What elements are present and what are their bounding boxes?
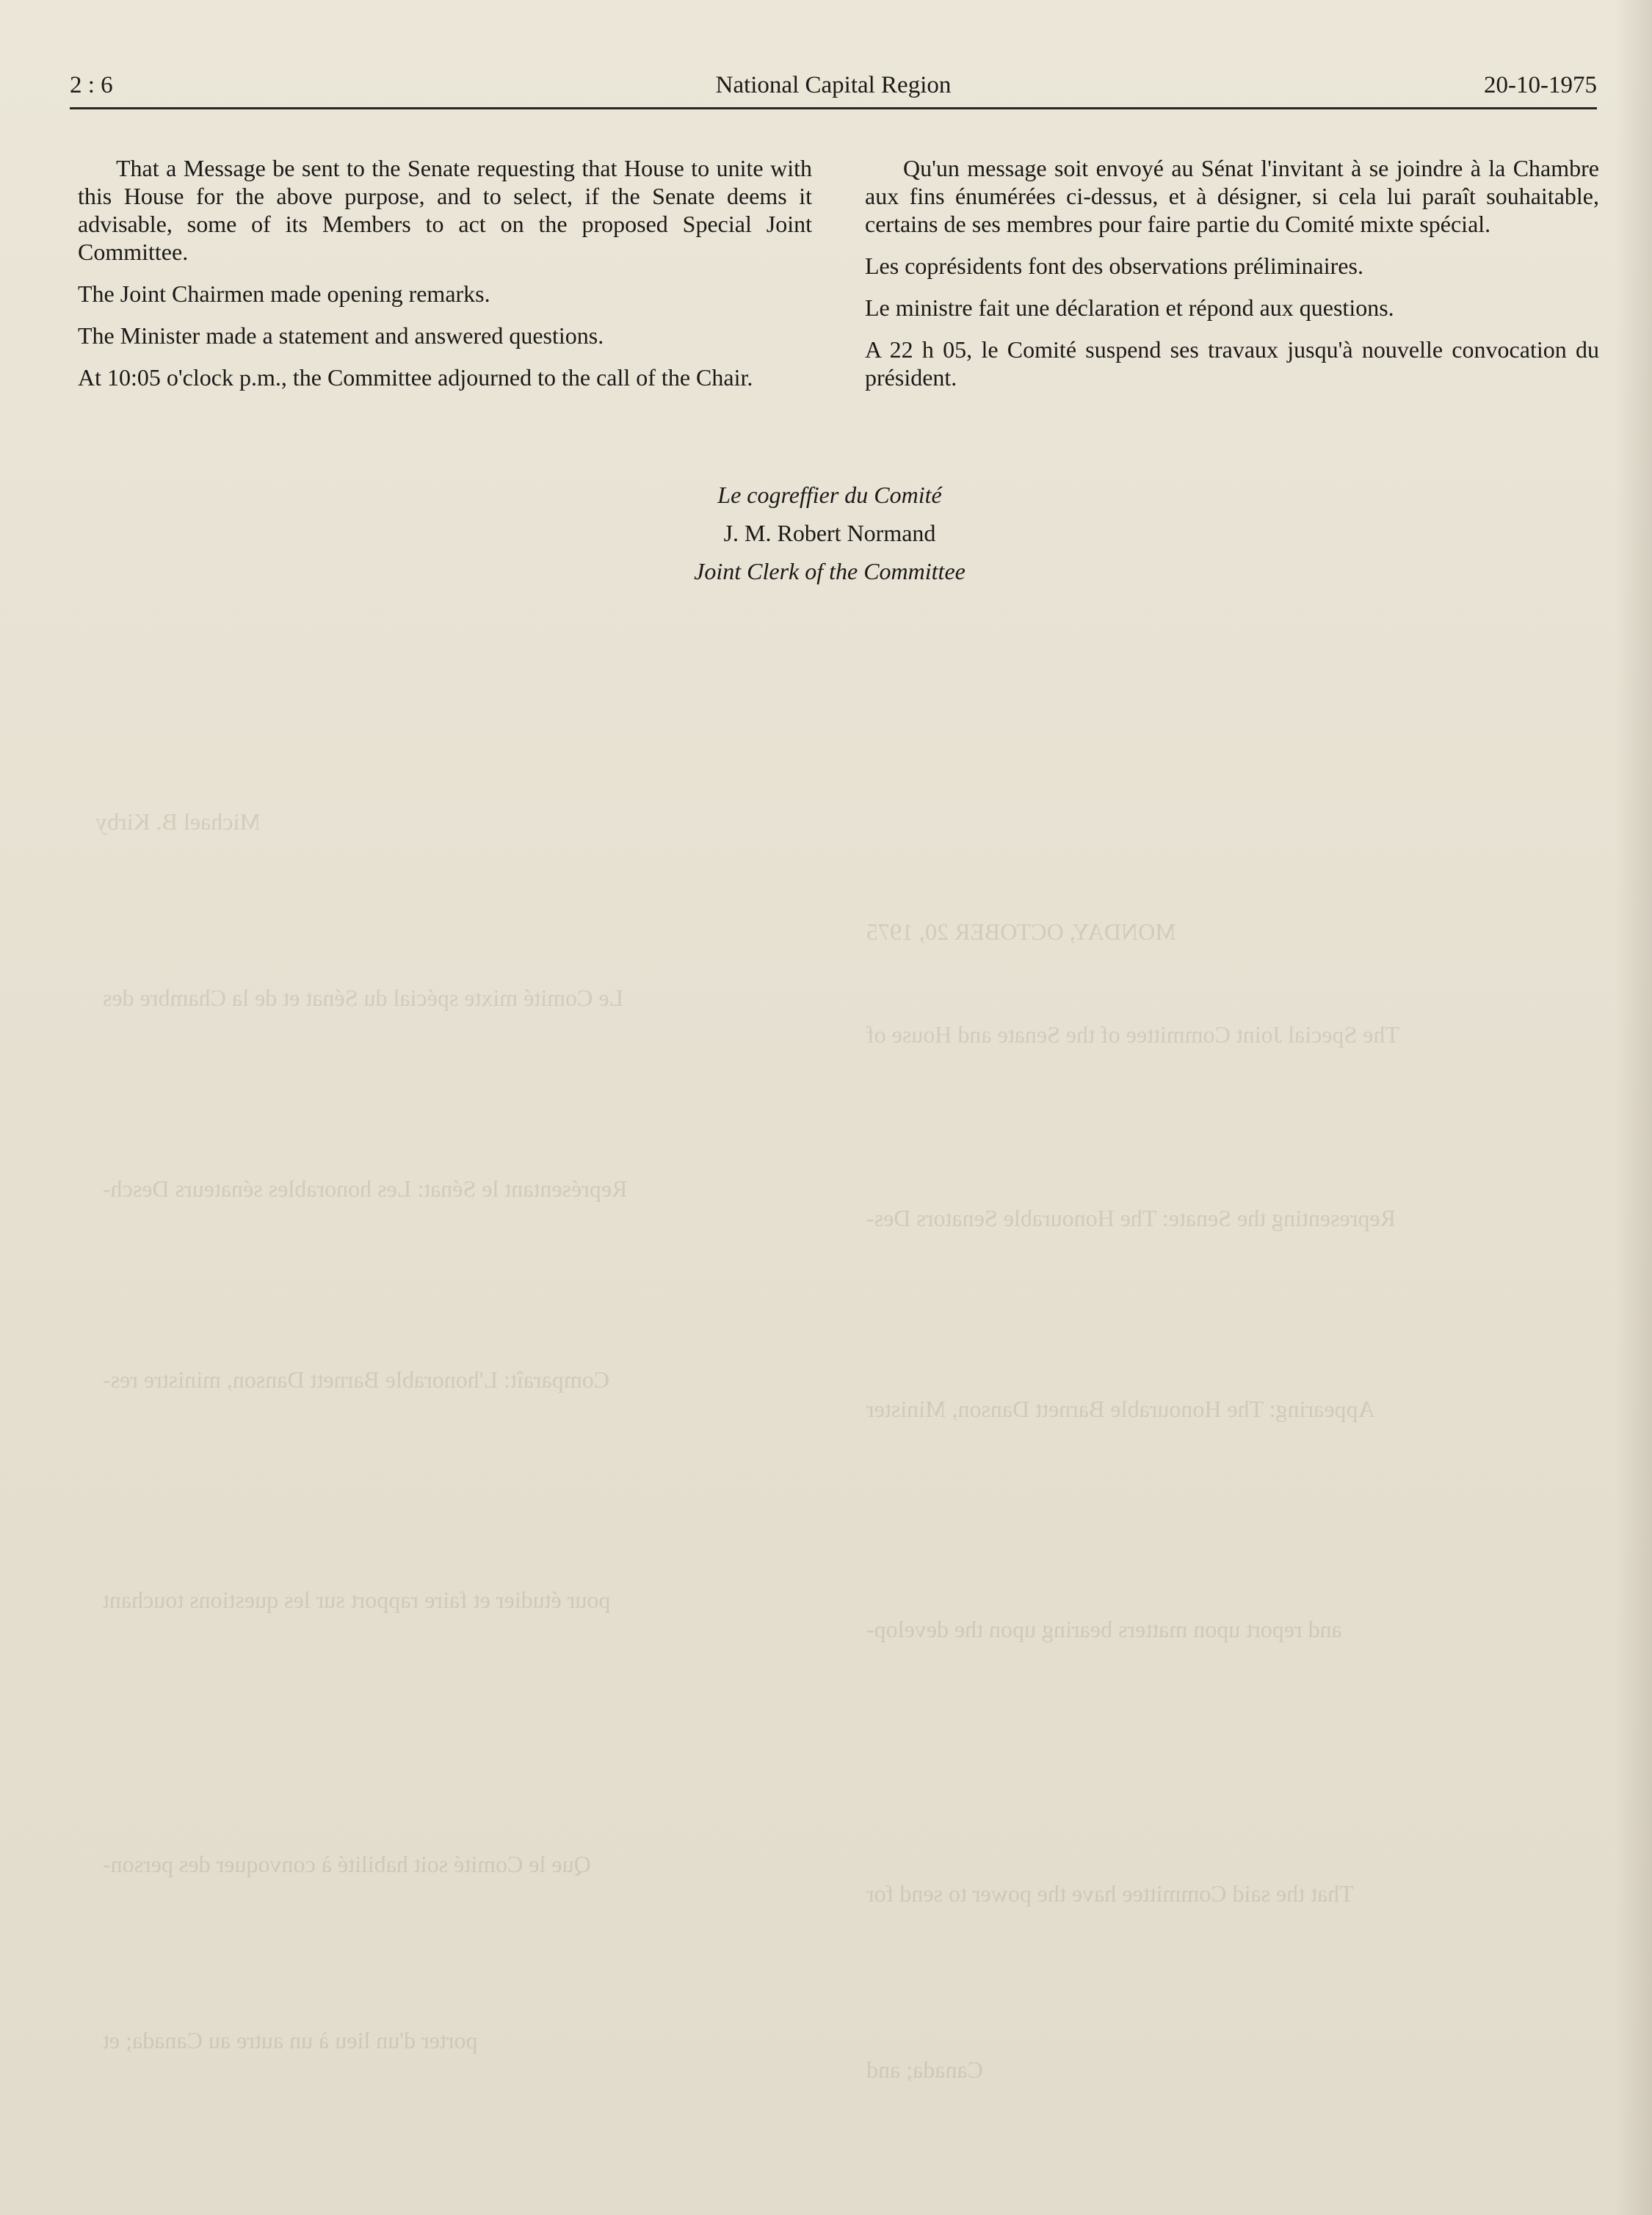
english-paragraph-remarks: The Joint Chairmen made opening remarks.	[78, 280, 490, 307]
header-date: 20-10-1975	[1484, 72, 1597, 98]
french-paragraph-message: Qu'un message soit envoyé au Sénat l'invitant à se joindre à la Chambre aux fins énumérées ci-dessus, et à désigner, si cela lui paraît souhaitable, certains de ses membres pour faire partie du Comité mixte spécial.	[865, 155, 1599, 237]
page-number: 2 : 6	[70, 72, 113, 98]
english-paragraph-message: That a Message be sent to the Senate requesting that House to unite with this House for the above purpose, and to select, if the Senate deems it advisable, some of its Members to act on the proposed Special Joint Committee.	[78, 155, 812, 265]
document-page: Michael B. Kirby MONDAY, OCTOBER 20, 1975 Le Comité mixte spécial du Sénat et de la Chambre des The Special Joint Committee of the Senate and House of Représentant le Sénat: Les honorables sénateurs Desch- Representing the Senate: The Honourable Senators Des- Comparaît: L'honorable Barnett Danson, ministre res- Appearing: The Honourable Barnett Danson, Minister pour étudier et faire rapport sur les questions touchant and report upon matters bearing upon the develop- Que le Comité soit habilité à convoquer des person- That the said Committee have the power to send for porter d'un lieu à un autre au Canada; et Canada; and 2 : 6 National Capital Region 20-10-1975 That a Message be sent to the Senate requesting that House to unite with this House for the above purpose, and to select, if the Senate deems it advisable, some of its Members to act on the proposed Special Joint Committee. The Joint Chairmen made opening remarks. The Minister made a statement and answered questions. At 10:05 o'clock p.m., the Committee adjourned to the call of the Chair. Qu'un message soit envoyé au Sénat l'invitant à se joindre à la Chambre aux fins énumérées ci-dessus, et à désigner, si cela lui paraît souhaitable, certains de ses membres pour faire partie du Comité mixte spécial. Les coprésidents font des observations préliminaires. Le ministre fait une déclaration et répond aux questions. A 22 h 05, le Comité suspend ses travaux jusqu'à nouvelle convocation du président. Le cogreffier du Comité J. M. Robert Normand Joint Clerk of the Committee	[0, 0, 1652, 2215]
french-column	[865, 154, 1599, 405]
english-column	[78, 154, 812, 405]
header-rule	[70, 107, 1597, 109]
english-paragraph-adjournment: At 10:05 o'clock p.m., the Committee adjourned to the call of the Chair.	[78, 364, 753, 391]
french-paragraph-remarks: Les coprésidents font des observations préliminaires.	[865, 253, 1363, 279]
page-binding-shadow	[1615, 0, 1652, 2215]
french-paragraph-adjournment: A 22 h 05, le Comité suspend ses travaux jusqu'à nouvelle convocation du président.	[865, 336, 1599, 391]
signature-name: J. M. Robert Normand	[723, 520, 936, 546]
signature-block	[580, 476, 1079, 590]
running-header	[70, 68, 1597, 104]
signature-title-en: Joint Clerk of the Committee	[694, 558, 966, 584]
running-title: National Capital Region	[715, 72, 952, 98]
signature-title-fr: Le cogreffier du Comité	[717, 482, 942, 508]
french-paragraph-statement: Le ministre fait une déclaration et répond aux questions.	[865, 294, 1394, 321]
english-paragraph-statement: The Minister made a statement and answered questions.	[78, 322, 604, 349]
